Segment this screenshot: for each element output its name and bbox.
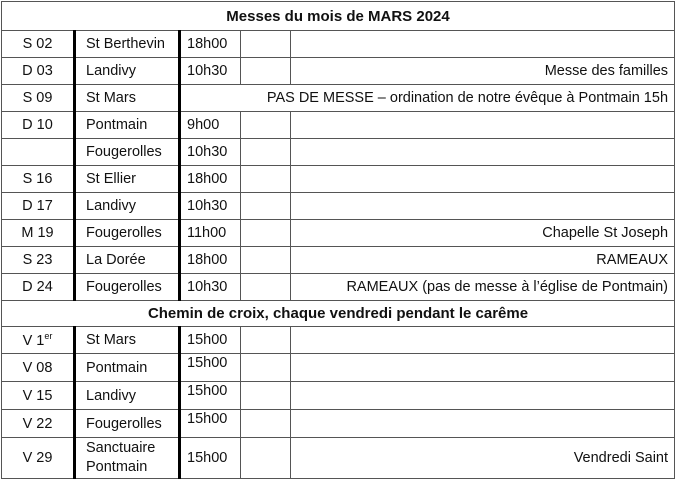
blank-cell bbox=[241, 139, 291, 166]
day-cell bbox=[2, 139, 75, 166]
note-cell bbox=[291, 410, 675, 438]
table-row bbox=[2, 220, 675, 247]
table-row bbox=[2, 354, 675, 382]
table-row bbox=[2, 274, 675, 301]
day-superscript: er bbox=[44, 331, 53, 342]
note-cell bbox=[291, 193, 675, 220]
note-cell bbox=[291, 382, 675, 410]
day-cell: S 09 bbox=[2, 85, 75, 112]
blank-cell bbox=[241, 58, 291, 85]
place-cell: Landivy bbox=[75, 58, 180, 85]
time-cell: 11h00 bbox=[180, 220, 241, 247]
day-cell: S 16 bbox=[2, 166, 75, 193]
note-cell bbox=[291, 112, 675, 139]
place-cell: Pontmain bbox=[75, 112, 180, 139]
blank-cell bbox=[241, 220, 291, 247]
section-row bbox=[2, 301, 675, 327]
place-cell: Landivy bbox=[75, 382, 180, 410]
time-cell: 15h00 bbox=[180, 354, 241, 382]
section-title: Chemin de croix, chaque vendredi pendant le carême bbox=[2, 301, 675, 327]
day-cell: S 02 bbox=[2, 31, 75, 58]
table-row bbox=[2, 410, 675, 438]
place-cell: St Berthevin bbox=[75, 31, 180, 58]
time-cell: 9h00 bbox=[180, 112, 241, 139]
place-cell: Sanctuaire Pontmain bbox=[75, 438, 180, 479]
blank-cell bbox=[241, 354, 291, 382]
table-row bbox=[2, 438, 675, 479]
blank-cell bbox=[241, 247, 291, 274]
place-cell: Fougerolles bbox=[75, 410, 180, 438]
place-cell: Fougerolles bbox=[75, 220, 180, 247]
day-cell bbox=[2, 327, 75, 354]
blank-cell bbox=[241, 438, 291, 479]
day-cell: S 23 bbox=[2, 247, 75, 274]
blank-cell bbox=[241, 410, 291, 438]
note-cell: RAMEAUX bbox=[291, 247, 675, 274]
time-cell: 10h30 bbox=[180, 58, 241, 85]
time-cell: 18h00 bbox=[180, 166, 241, 193]
day-cell: V 22 bbox=[2, 410, 75, 438]
note-cell bbox=[291, 166, 675, 193]
title-row bbox=[2, 2, 675, 31]
day-cell: D 10 bbox=[2, 112, 75, 139]
schedule-table bbox=[1, 1, 675, 479]
time-cell: 15h00 bbox=[180, 382, 241, 410]
place-cell: St Mars bbox=[75, 327, 180, 354]
table-row bbox=[2, 112, 675, 139]
blank-cell bbox=[241, 112, 291, 139]
table-row bbox=[2, 193, 675, 220]
day-cell: D 17 bbox=[2, 193, 75, 220]
place-cell: Fougerolles bbox=[75, 139, 180, 166]
place-cell: St Ellier bbox=[75, 166, 180, 193]
time-cell: 15h00 bbox=[180, 327, 241, 354]
table-row bbox=[2, 58, 675, 85]
place-cell: St Mars bbox=[75, 85, 180, 112]
schedule-title: Messes du mois de MARS 2024 bbox=[2, 2, 675, 31]
cancel-note-cell: PAS DE MESSE – ordination de notre évêque à Pontmain 15h bbox=[180, 85, 675, 112]
blank-cell bbox=[241, 166, 291, 193]
time-cell: 15h00 bbox=[180, 438, 241, 479]
day-cell: M 19 bbox=[2, 220, 75, 247]
time-cell: 10h30 bbox=[180, 139, 241, 166]
note-cell: Chapelle St Joseph bbox=[291, 220, 675, 247]
note-cell bbox=[291, 327, 675, 354]
day-cell: V 29 bbox=[2, 438, 75, 479]
place-cell: Pontmain bbox=[75, 354, 180, 382]
place-cell: La Dorée bbox=[75, 247, 180, 274]
note-cell: Messe des familles bbox=[291, 58, 675, 85]
blank-cell bbox=[241, 382, 291, 410]
note-cell bbox=[291, 31, 675, 58]
day-cell: V 08 bbox=[2, 354, 75, 382]
blank-cell bbox=[241, 31, 291, 58]
blank-cell bbox=[241, 193, 291, 220]
table-row bbox=[2, 139, 675, 166]
note-cell: Vendredi Saint bbox=[291, 438, 675, 479]
note-cell bbox=[291, 354, 675, 382]
table-row bbox=[2, 31, 675, 58]
table-row bbox=[2, 166, 675, 193]
table-row bbox=[2, 247, 675, 274]
time-cell: 10h30 bbox=[180, 193, 241, 220]
time-cell: 18h00 bbox=[180, 31, 241, 58]
table-row bbox=[2, 382, 675, 410]
time-cell: 18h00 bbox=[180, 247, 241, 274]
place-cell: Landivy bbox=[75, 193, 180, 220]
blank-cell bbox=[241, 274, 291, 301]
place-cell: Fougerolles bbox=[75, 274, 180, 301]
time-cell: 10h30 bbox=[180, 274, 241, 301]
table-row bbox=[2, 327, 675, 354]
day-text: V 1 bbox=[22, 332, 45, 349]
day-cell: D 03 bbox=[2, 58, 75, 85]
blank-cell bbox=[241, 327, 291, 354]
time-cell: 15h00 bbox=[180, 410, 241, 438]
note-cell bbox=[291, 139, 675, 166]
note-cell: RAMEAUX (pas de messe à l’église de Pontmain) bbox=[291, 274, 675, 301]
day-cell: D 24 bbox=[2, 274, 75, 301]
table-row bbox=[2, 85, 675, 112]
day-cell: V 15 bbox=[2, 382, 75, 410]
